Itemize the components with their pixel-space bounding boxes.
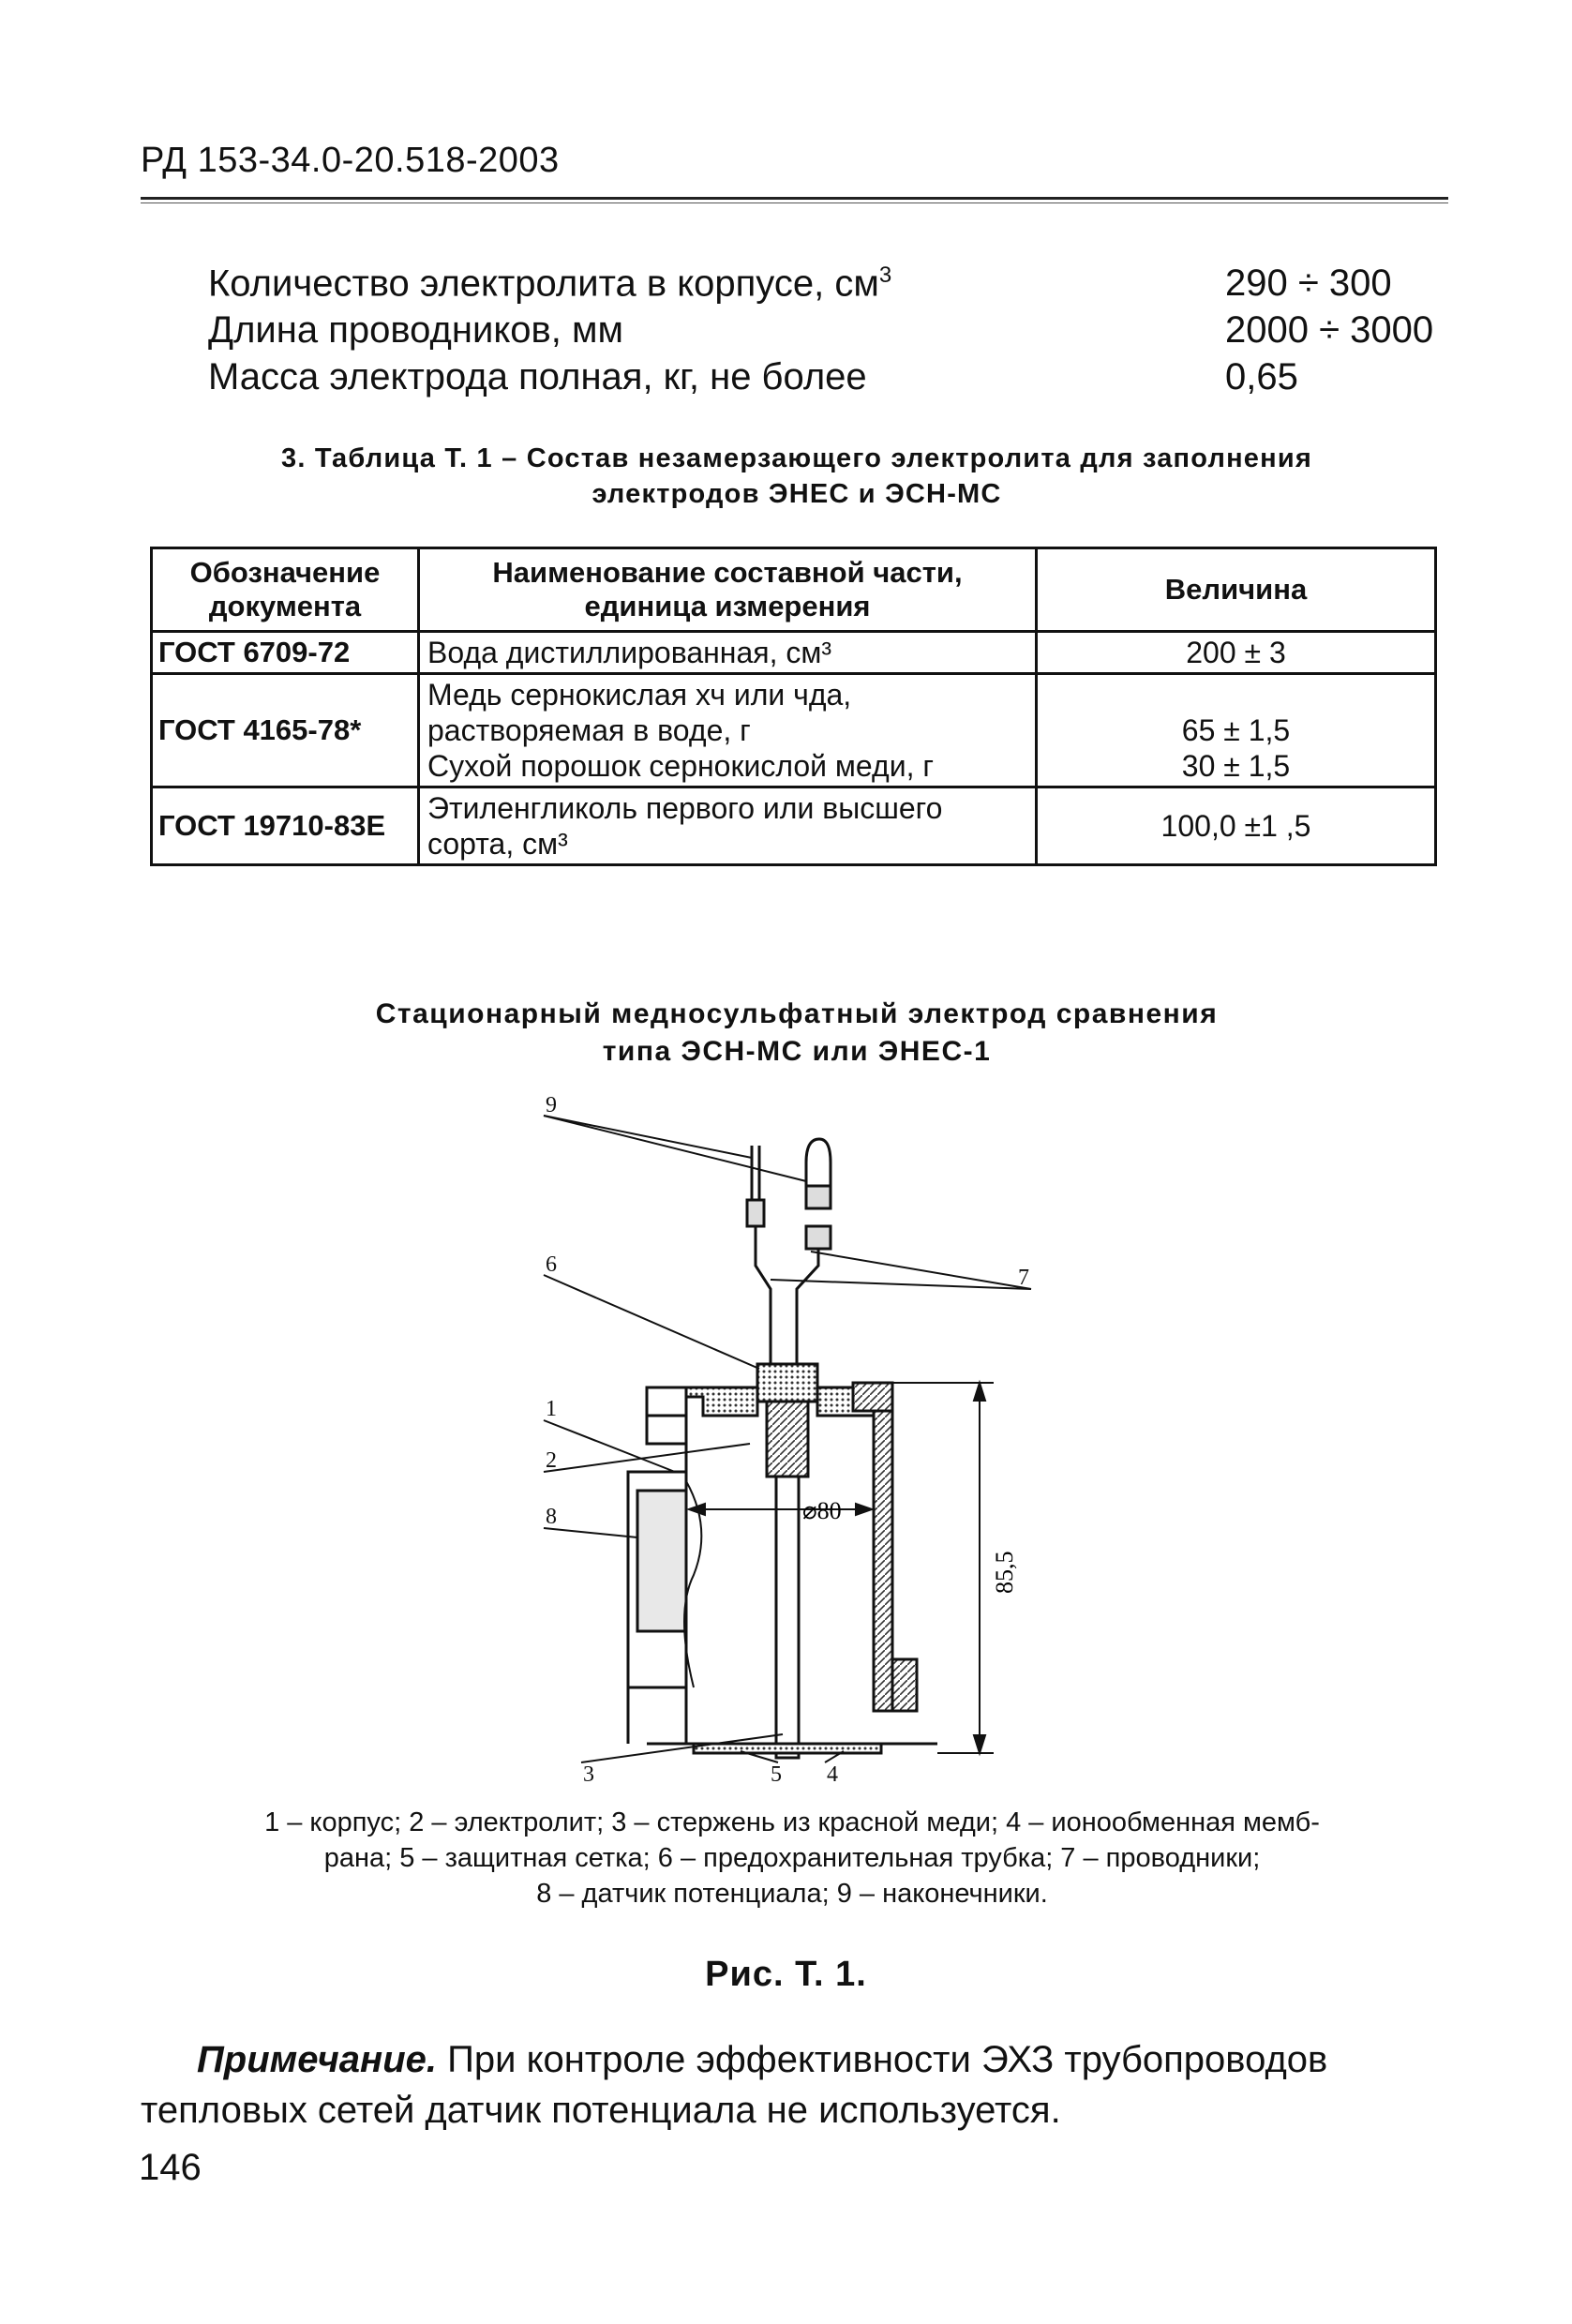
cell-line: 30 ± 1,5 [1181,749,1291,783]
cell-value [1037,787,1436,865]
cell-line: Медь сернокислая хч или чда, [427,678,852,712]
table-header-row [152,548,1436,632]
callout-5: 5 [771,1762,782,1781]
figure-title-line: типа ЭСН-МС или ЭНЕС-1 [602,1036,992,1067]
spec-row [208,309,1455,358]
cell-doc: ГОСТ 4165-78* [152,674,419,787]
header-rule-thin [141,202,1448,203]
figure-title [187,996,1406,1071]
cell-line: Вода дистиллированная, см³ [427,636,832,669]
page-number: 146 [139,2147,202,2188]
spec-value: 0,65 [1225,356,1298,397]
callout-2: 2 [546,1448,557,1473]
table-row [152,674,1436,787]
figure-legend [141,1805,1444,1912]
legend-line: 1 – корпус; 2 – электролит; 3 – стержень из красной меди; 4 – ионообменная мемб- [264,1807,1320,1837]
spec-row [208,356,1455,405]
callout-9: 9 [546,1093,557,1117]
diameter-label: ⌀80 [802,1497,842,1524]
table-row [152,632,1436,674]
cell-value [1037,632,1436,674]
lugs [747,1139,831,1369]
height-label: 85,5 [991,1551,1018,1594]
header-doc: Обозначение документа [152,548,419,632]
cell-doc: ГОСТ 6709-72 [152,632,419,674]
figure-label: Рис. Т. 1. [705,1955,867,1994]
figure-title-line: Стационарный медносульфатный электрод сравнения [375,998,1219,1029]
note-lead: Примечание. [197,2039,437,2080]
cell-line [1045,677,1427,712]
cell-doc: ГОСТ 19710-83Е [152,787,419,865]
cell-value [1037,674,1436,787]
cell-line: сорта, см³ [427,827,568,861]
header-value: Величина [1037,548,1436,632]
spec-name: Количество электролита в корпусе, $см^3$ [208,262,892,305]
cell-name [419,787,1037,865]
composition-table [150,547,1437,866]
spec-name: Масса электрода полная, кг, не более [208,356,867,397]
cell-line: 200 ± 3 [1186,636,1286,669]
cell-name [419,674,1037,787]
table-caption [150,441,1444,512]
spec-row [208,262,1455,311]
legend-line: 8 – датчик потенциала; 9 – наконечники. [536,1879,1048,1909]
callout-1: 1 [546,1397,557,1421]
legend-line: рана; 5 – защитная сетка; 6 – предохранительная трубка; 7 – проводники; [323,1843,1261,1873]
cell-line: 100,0 ±1 ,5 [1160,809,1311,843]
cell-line: 65 ± 1,5 [1181,713,1291,747]
cell-line: Этиленгликоль первого или высшего [427,791,943,825]
header-rule [141,197,1448,200]
table-row [152,787,1436,865]
cell-line: растворяемая в воде, г [427,713,751,747]
electrode-drawing [525,1087,1069,1781]
table-caption-line: 3. Таблица Т. 1 – Состав незамерзающего электролита для заполнения [281,443,1312,473]
callout-6: 6 [546,1252,557,1277]
note [141,2034,1453,2136]
cell-line: Сухой порошок сернокислой меди, г [427,749,935,783]
callout-4: 4 [827,1762,838,1781]
note-text: При контроле эффективности ЭХЗ трубопроводов тепловых сетей датчик потенциала не используется. [141,2039,1328,2131]
callout-7: 7 [1018,1266,1029,1290]
callout-8: 8 [546,1505,557,1529]
callout-3: 3 [583,1762,594,1781]
safety-tube [757,1364,817,1758]
spec-name: Длина проводников, мм [208,309,623,351]
potential-sensor [628,1472,701,1744]
table-caption-line: электродов ЭНЕС и ЭСН-МС [591,479,1002,509]
running-header: РД 153-34.0-20.518-2003 [141,141,560,180]
cell-name [419,632,1037,674]
spec-value: 290 ÷ 300 [1225,262,1392,304]
spec-value: 2000 ÷ 3000 [1225,309,1434,351]
header-name: Наименование составной части, единица измерения [419,548,1037,632]
